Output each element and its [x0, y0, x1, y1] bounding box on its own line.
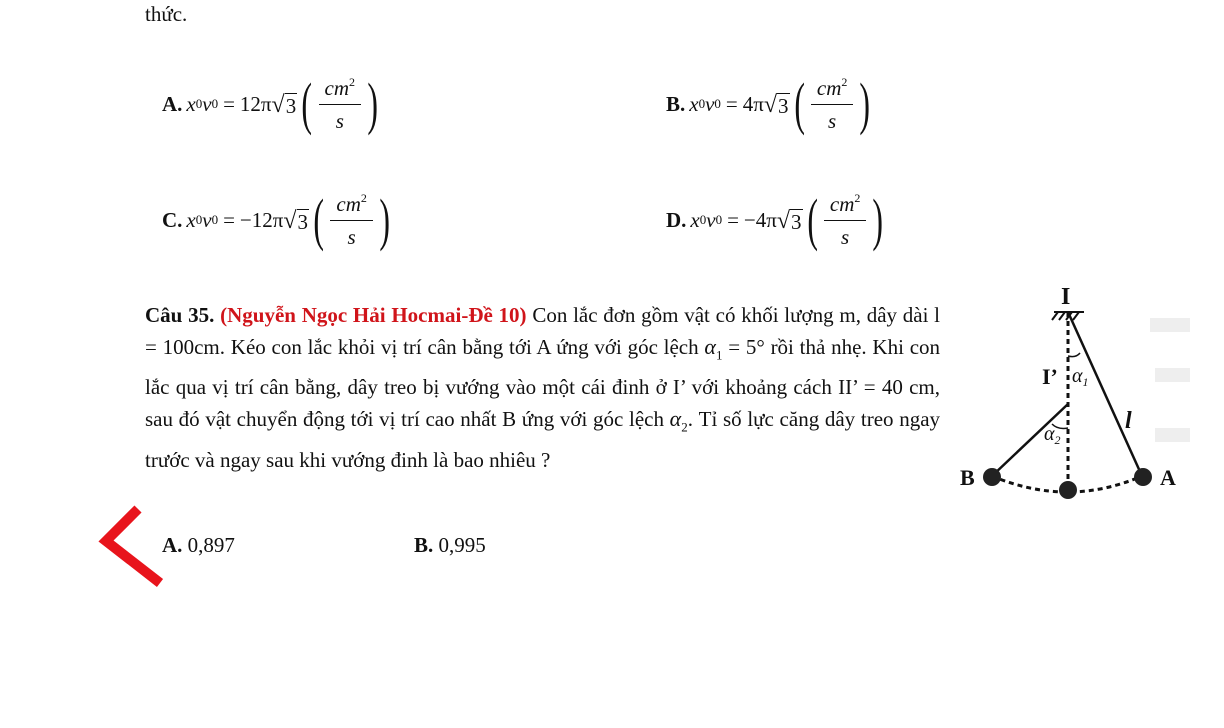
option-d[interactable] [666, 188, 888, 252]
sqrt: √ 3 [776, 207, 802, 234]
unit-exponent: 2 [854, 190, 861, 205]
equals-sign: = [727, 207, 739, 232]
option-d-formula [690, 187, 887, 252]
sqrt: √ 3 [283, 207, 309, 234]
ball-a [1134, 468, 1152, 486]
var-x: x [690, 207, 700, 232]
var-v: v [706, 207, 716, 232]
ball-equilibrium [1059, 481, 1077, 499]
radicand: 3 [778, 93, 789, 118]
right-paren: ) [379, 187, 390, 252]
unit-denominator: s [828, 108, 837, 133]
unit-numerator: cm [829, 191, 855, 216]
option-c-formula [186, 187, 394, 252]
left-paren: ( [313, 187, 325, 252]
option-c[interactable] [162, 188, 394, 252]
answer-a-value: 0,897 [187, 533, 235, 557]
radicand: 3 [791, 209, 802, 234]
label-l: l [1125, 408, 1132, 434]
unit-fraction [330, 191, 373, 250]
label-i-prime: I’ [1042, 364, 1058, 389]
pendulum-figure [950, 278, 1190, 503]
intro-tail-text: thức. [145, 2, 188, 26]
option-a-formula [186, 71, 382, 136]
unit-fraction [824, 191, 867, 250]
string-to-a [1068, 312, 1142, 476]
option-d-label: D. [666, 207, 687, 232]
option-c-label: C. [162, 207, 183, 232]
sub-zero: 0 [211, 96, 219, 111]
var-x: x [186, 91, 196, 116]
coefficient: 12π [239, 91, 272, 116]
sqrt: √ 3 [763, 91, 789, 118]
coefficient: −4π [743, 207, 777, 232]
alpha-1-symbol [704, 334, 723, 363]
radicand: 3 [285, 93, 297, 118]
faint-background-text [1150, 318, 1190, 442]
unit-numerator: cm [336, 191, 361, 216]
sub-zero: 0 [715, 212, 723, 227]
sub-zero: 0 [211, 212, 219, 227]
unit-denominator: s [335, 108, 344, 133]
label-alpha-2-sub: 2 [1054, 433, 1061, 447]
left-paren: ( [301, 71, 313, 136]
question-number: Câu 35. [145, 303, 215, 327]
answer-a-label: A. [162, 533, 183, 557]
sub-zero: 0 [195, 96, 203, 111]
question-text-part-2: rồi thả nhẹ. Khi con lắc qua vị trí cân bằng, dây treo bị vướng vào một cái đinh ở I’ với khoảng cách II’ = 40 cm, sau đó vật chuyển động tới vị trí cao nhất B ứng với góc lệch [145, 335, 941, 432]
alpha-1-subscript: 1 [715, 347, 723, 363]
answer-b[interactable] [414, 529, 486, 561]
unit-numerator: cm [324, 75, 350, 100]
radicand: 3 [297, 209, 309, 234]
unit-denominator: s [347, 224, 356, 249]
equals-sign: = [725, 91, 738, 116]
var-v: v [202, 207, 212, 232]
alpha-1-letter: α [704, 334, 716, 359]
var-v: v [705, 91, 715, 116]
equals-sign: = [223, 207, 235, 232]
sqrt: √ 3 [271, 91, 297, 118]
coefficient: 4π [742, 91, 764, 116]
question-35-text [145, 299, 940, 476]
sub-zero: 0 [195, 212, 203, 227]
unit-exponent: 2 [349, 74, 356, 89]
sub-zero: 0 [698, 96, 706, 111]
sub-zero: 0 [699, 212, 707, 227]
alpha-1-value: = 5° [728, 335, 765, 359]
label-alpha-2-letter: α [1044, 423, 1055, 445]
label-i: I [1061, 284, 1071, 310]
label-b: B [960, 465, 975, 490]
ball-b [983, 468, 1001, 486]
option-a[interactable] [162, 72, 382, 136]
unit-exponent: 2 [841, 74, 848, 89]
label-a: A [1160, 465, 1176, 490]
sub-zero: 0 [714, 96, 721, 111]
var-x: x [689, 91, 699, 116]
answer-b-value: 0,995 [438, 533, 486, 557]
alpha-2-letter: α [669, 406, 682, 432]
equals-sign: = [223, 91, 235, 116]
unit-fraction [811, 75, 854, 134]
alpha-2-symbol [669, 406, 688, 435]
label-alpha-1-sub: 1 [1082, 375, 1089, 389]
label-alpha-1 [1072, 365, 1089, 389]
label-alpha-2 [1044, 423, 1061, 447]
option-b-label: B. [666, 91, 686, 116]
question-text-part-3: . Tỉ số lực căng dây treo ngay trước và ngay sau khi vướng đinh là bao nhiêu ? [145, 407, 941, 472]
right-paren: ) [872, 187, 884, 252]
coefficient: −12π [239, 207, 284, 232]
right-paren: ) [859, 71, 871, 136]
option-a-label: A. [162, 91, 183, 116]
label-alpha-1-letter: α [1072, 365, 1083, 387]
answer-a[interactable] [162, 529, 235, 561]
option-b-formula [689, 71, 874, 136]
unit-fraction [319, 75, 362, 134]
unit-denominator: s [841, 224, 850, 249]
angle-arc-1 [1068, 353, 1080, 357]
right-paren: ) [367, 71, 379, 136]
option-b[interactable] [666, 72, 875, 136]
question-text-part-1: Con lắc đơn gồm vật có khối lượng m, dây dài l = 100cm. Kéo con lắc khỏi vị trí cân bằng tới A ứng với góc lệch [145, 303, 941, 359]
alpha-2-subscript: 2 [681, 419, 688, 435]
unit-numerator: cm [816, 75, 842, 100]
left-paren: ( [806, 187, 818, 252]
var-v: v [202, 91, 212, 116]
answer-b-label: B. [414, 533, 434, 557]
left-paren: ( [793, 71, 805, 136]
unit-exponent: 2 [360, 190, 367, 205]
var-x: x [186, 207, 196, 232]
question-source: (Nguyễn Ngọc Hải Hocmai-Đề 10) [220, 303, 527, 327]
